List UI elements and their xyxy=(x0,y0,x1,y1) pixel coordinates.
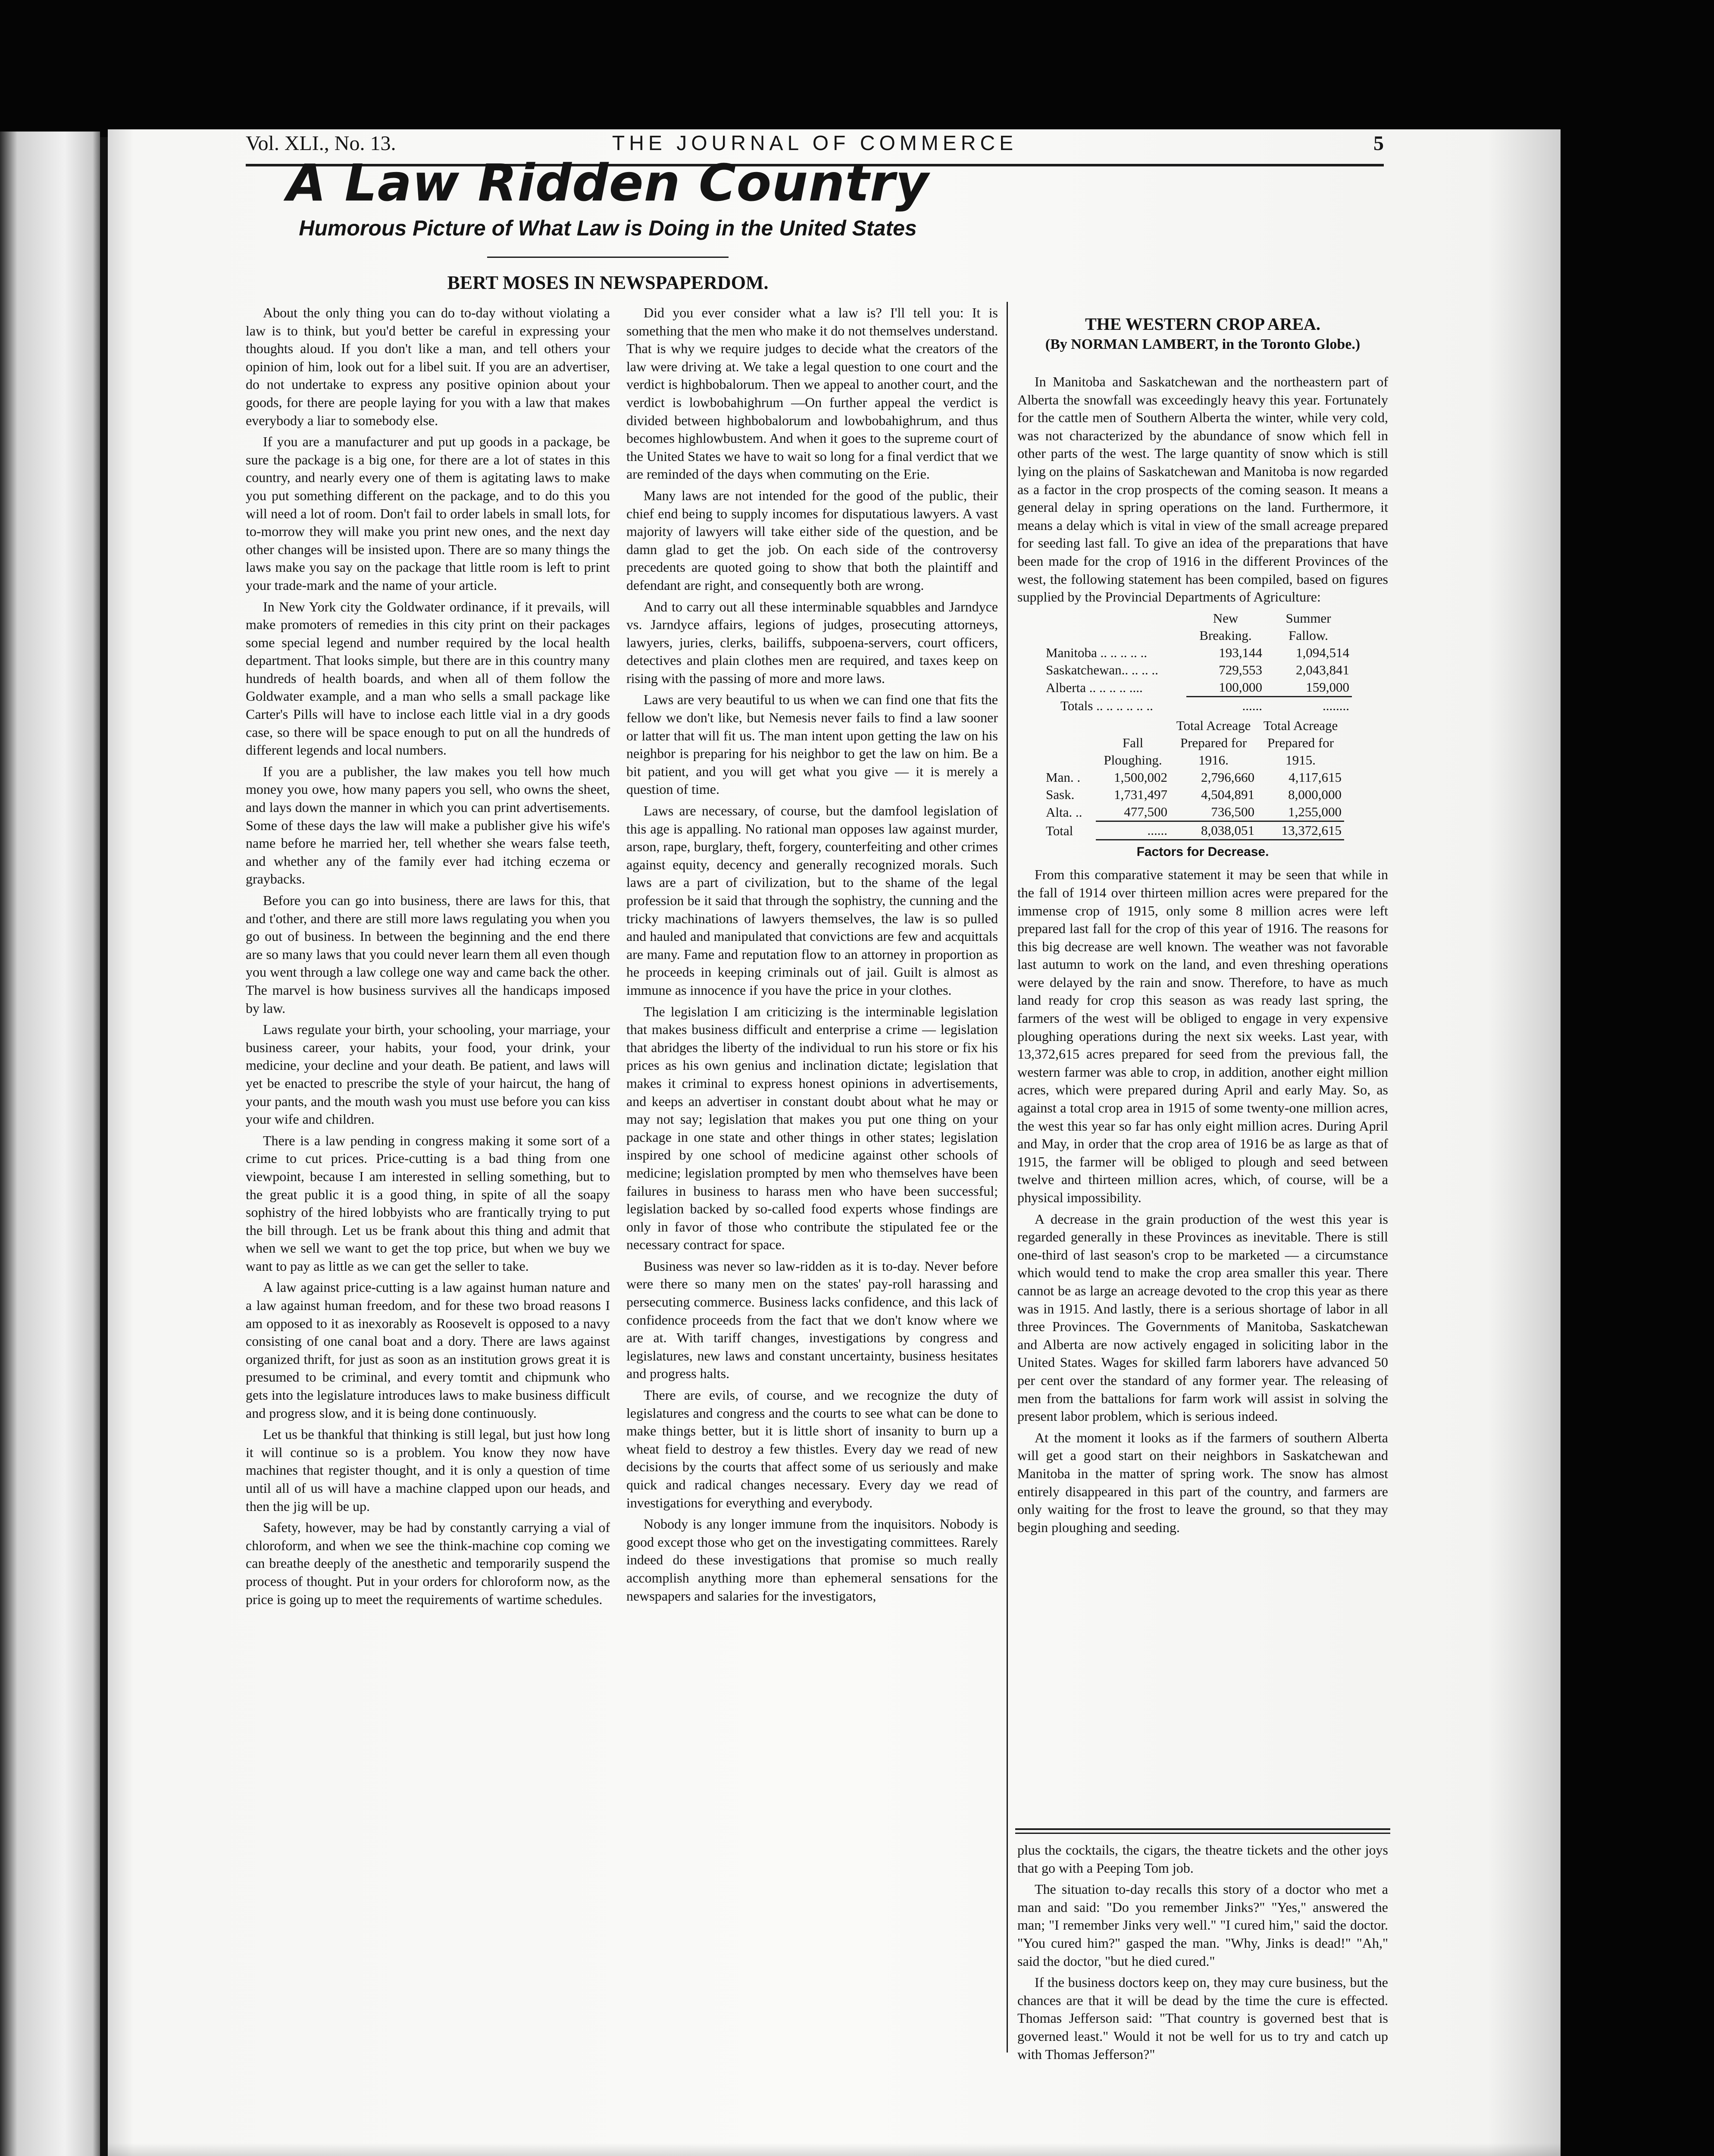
table-row: Sask. 1,731,497 4,504,891 8,000,000 xyxy=(1046,787,1342,802)
table-row: Alta. .. 477,500 736,500 1,255,000 xyxy=(1043,803,1344,821)
article-column-2 xyxy=(626,304,998,1608)
table-row: Man. . 1,500,002 2,796,660 4,117,615 xyxy=(1046,769,1342,785)
article-byline: BERT MOSES IN NEWSPAPERDOM. xyxy=(447,272,769,293)
table-row: Alberta .. .. .. .. .... 100,000 159,000 xyxy=(1043,679,1352,697)
table-row: Manitoba .. .. .. .. .. 193,144 1,094,514 xyxy=(1046,645,1349,660)
paragraph: Before you can go into business, there are laws for this, that and t'other, and there are still more laws regulating you when you go out of business. In between the beginning and the end there are so many laws that you could never learn them all even though you went through a law college one way and came back the other. The marvel is how business survives all the handicaps imposed by law. xyxy=(246,893,610,1016)
column-divider xyxy=(1007,302,1008,2053)
table-header: Fall Ploughing. xyxy=(1104,735,1162,768)
sidebar-byline: (By NORMAN LAMBERT, in the Toronto Globe.) xyxy=(1045,336,1361,352)
table-row: Saskatchewan.. .. .. .. 729,553 2,043,841 xyxy=(1046,662,1349,677)
sidebar-bottom-rule xyxy=(1015,1833,1390,1834)
table-caption: Factors for Decrease. xyxy=(1136,844,1269,859)
paragraph: Let us be thankful that thinking is still legal, but just how long it will continue so is a problem. You know they now have machines that register thought, and it is only a question of time until all of us will have a machine clapped upon our heads, and then the jig will be up. xyxy=(246,1426,610,1514)
acreage-table-1 xyxy=(1043,610,1352,714)
paragraph: plus the cocktails, the cigars, the theatre tickets and the other joys that go with a Peeping Tom job. xyxy=(1017,1842,1388,1876)
volume-number: Vol. XLI., No. 13. xyxy=(246,132,396,155)
sidebar-title: THE WESTERN CROP AREA. xyxy=(1085,314,1321,334)
paragraph: About the only thing you can do to-day without violating a law is to think, but you'd better be careful in expressing your thoughts aloud. If you don't like a man, and tell others your opinion of him, look out for a libel suit. If you are an advertiser, do not undertake to express any positive opinion about your goods, for there are people laying for you with a law that makes everybody a liar to somebody else. xyxy=(246,305,610,428)
article-continuation xyxy=(1017,1841,1388,2067)
table-header: New Breaking. xyxy=(1199,610,1252,643)
paragraph: There are evils, of course, and we recognize the duty of legislatures and congress and the courts to see what can be done to make things better, but it is little short of insanity to burn up a wheat field to destroy a few thistles. Every day we read of new decisions by the courts that affect some of us seriously and make quick and radical changes necessary. Every day we read of investigations for everything and everybody. xyxy=(626,1387,998,1510)
article-headline: A Law Ridden Country xyxy=(287,153,929,213)
paragraph: If the business doctors keep on, they may cure business, but the chances are that it will be dead by the time the cure is effected. Thomas Jefferson said: "That country is governed best that is governed least." Would it not be well for us to try and catch up with Thomas Jefferson?" xyxy=(1017,1974,1388,2062)
table-totals-row: Total ...... 8,038,051 13,372,615 xyxy=(1043,821,1344,840)
paragraph: Laws regulate your birth, your schooling, your marriage, your business career, your habits, your food, your drink, your medicine, your decline and your death. Be patient, and laws will yet be enacted to prescribe the style of your haircut, the hang of your pants, and the mouth wash you must use before you can kiss your wife and children. xyxy=(246,1022,610,1127)
table-header: Total Acreage Prepared for 1916. xyxy=(1176,718,1251,768)
table-header: Summer Fallow. xyxy=(1286,610,1331,643)
paragraph: A law against price-cutting is a law against human nature and a law against human freedom, and for these two broad reasons I am opposed to it as inexorably as Roosevelt is opposed to a navy consisting of one canal boat and a dory. There are laws against organized thrift, for just as soon as an institution grows great it is presumed to be criminal, and every tomtit and chipmunk who gets into the legislature introduces laws to make business difficult and progress slow, and it is being done continuously. xyxy=(246,1279,610,1421)
binding-gutter xyxy=(100,137,108,2156)
journal-title: THE JOURNAL OF COMMERCE xyxy=(612,132,1018,155)
paragraph: If you are a publisher, the law makes you tell how much money you owe, how many papers you sell, who owns the sheet, and lays down the manner in which you can print advertisements. Some of these days the law will make a publisher give his wife's name before he married her, tell whether she wears false teeth, and whether any of the family ever had itching eczema or graybacks. xyxy=(246,763,610,887)
paragraph: Did you ever consider what a law is? I'll tell you: It is something that the men who make it do not themselves understand. That is why we require judges to decide what the creators of the law were driving at. We take a legal question to one court and the verdict is highbobalorum. Then we appeal to another court, and the verdict is lowbobahighrum —On further appeal the verdict is divided between highbobalorum and lowbobahighrum, and thus becomes highlowbustem. And when it goes to the supreme court of the United States we have to wait so long for a final verdict that we are reminded of the days when commuting on the Erie. xyxy=(626,305,998,482)
paragraph: There is a law pending in congress making it some sort of a crime to cut prices. Price-cutting is a bad thing from one viewpoint, because I am interested in selling something, but to the great public it is a good thing, in spite of all the soapy sophistry of the hired lobbyists who are frantically trying to put the bill through. Let us be frank about this thing and admit that when we sell we want to get the top price, but when we buy we want to pay as little as we can get the seller to take. xyxy=(246,1132,610,1274)
paragraph: If you are a manufacturer and put up goods in a package, be sure the package is a big one, for there are a lot of states in this country, and nearly every one of them is agitating laws to make you put something different on the package, and to do this you will need a lot of room. Don't fail to order labels in small lots, for to-morrow they will make you print new ones, and the next day other changes will be insisted upon. There are so many things the laws make you say on the package that little room is left to print your trade-mark and the name of your article. xyxy=(246,434,610,593)
paragraph: From this comparative statement it may be seen that while in the fall of 1914 over thirteen million acres were prepared for the immense crop of 1915, only some 8 million acres were left prepared last fall for the crop of this year of 1916. The reasons for this big decrease are well known. The weather was not favorable last autumn to work on the land, and even threshing operations were delayed by the rain and snow. Therefore, to have as much land ready for crop this season as was ready last spring, the farmers of the west will be obliged to engage in very expensive ploughing operations during the next six weeks. Last year, with 13,372,615 acres prepared for seed from the previous fall, the western farmer was able to crop, in addition, another eight million acres, which were prepared during April and early May. So, as against a total crop area in 1915 of some twenty-one million acres, the west this year so far has only eight million acres. During April and May, in order that the crop area of 1916 be as large as that of 1915, the farmer will be obliged to plough and seed between twelve and thirteen million acres, which, of course, will be a physical impossibility. xyxy=(1017,867,1388,1205)
paragraph: And to carry out all these interminable squabbles and Jarndyce vs. Jarndyce affairs, legions of judges, prosecuting attorneys, lawyers, juries, clerks, bailiffs, subpoena-servers, court officers, detectives and plain clothes men are required, and taxes keep on rising with the passing of more and more laws. xyxy=(626,599,998,686)
sidebar-bottom-rule xyxy=(1015,1828,1390,1830)
paragraph: Many laws are not intended for the good of the public, their chief end being to supply incomes for disputatious lawyers. A vast majority of lawyers will take either side of the question, and be damn glad to get the job. On each side of the controversy precedents are quoted going to show that both the plaintiff and defendant are right, and consequently both are wrong. xyxy=(626,487,998,593)
table-totals-row: Totals .. .. .. .. .. .. ...... ........ xyxy=(1060,698,1349,713)
paragraph: Laws are necessary, of course, but the damfool legislation of this age is appalling. No rational man opposes law against murder, arson, rape, burglary, theft, forgery, counterfeiting and other crimes against equity, decency and generally recognized morals. Such laws are a part of civilization, but to the shame of the legal profession be it said that through the sophistry, the cunning and the tricky machinations of lawyers themselves, the law is so pulled and hauled and manipulated that convictions are few and acquittals are many. Fame and reputation flow to an attorney in proportion as he proceeds in keeping criminals out of jail. Guilt is almost as immune as innocence if you have the price in your clothes. xyxy=(626,803,998,998)
paragraph: A decrease in the grain production of the west this year is regarded generally in these Provinces as inevitable. There is still one-third of last season's crop to be marketed — a circumstance which would tend to make the crop area smaller this year. There cannot be as large an acreage devoted to the crop this year as there was in 1915. And lastly, there is a serious shortage of labor in all three Provinces. The Governments of Manitoba, Saskatchewan and Alberta are now actively engaged in soliciting labor in the United States. Wages for skilled farm laborers have advanced 50 per cent over the standard of any former year. The releasing of men from the battalions for farm work will assist in solving the present labor problem, which is serious indeed. xyxy=(1017,1211,1388,1424)
paragraph: The legislation I am criticizing is the interminable legislation that makes business difficult and enterprise a crime — legislation that abridges the liberty of the individual to run his store or fix his prices as his own genius and inclination dictate; legislation that makes it criminal to express honest opinions in advertisements, and keeps an advertiser in constant doubt about what he may or may not say; legislation that makes you put one thing on your package in one state and other things in other states; legislation inspired by one school of medicine against other schools of medicine; legislation prompted by men who themselves have been failures in business to harass men who have been successful; legislation backed by so-called food experts whose findings are only in favor of those who contribute the stipulated fee or the necessary contract for space. xyxy=(626,1003,998,1253)
article-column-1 xyxy=(246,304,610,1612)
table-header: Total Acreage Prepared for 1915. xyxy=(1263,718,1338,768)
page-number: 5 xyxy=(1373,132,1384,155)
article-subhead: Humorous Picture of What Law is Doing in the United States xyxy=(299,216,917,240)
paragraph: Safety, however, may be had by constantly carrying a vial of chloroform, and when we see the think-machine cop coming we can breathe deeply of the anesthetic and temporarily suspend the process of thought. Put in your orders for chloroform now, as the price is going up to meet the requirements of wartime schedules. xyxy=(246,1520,610,1607)
paragraph: At the moment it looks as if the farmers of southern Alberta will get a good start on their neighbors in Saskatchewan and Manitoba in the matter of spring work. The snow has almost entirely disappeared in this part of the country, and farmers are only waiting for the frost to leave the ground, so that they may begin ploughing and seeding. xyxy=(1017,1429,1388,1535)
paragraph: The situation to-day recalls this story of a doctor who met a man and said: "Do you remember Jinks?" "Yes," answered the man; "I remember Jinks very well." "I cured him," said the doctor. "You cured him?" gasped the man. "Why, Jinks is dead!" "Ah," said the doctor, "but he died cured." xyxy=(1017,1881,1388,1969)
paragraph: Nobody is any longer immune from the inquisitors. Nobody is good except those who get on the investigating committees. Rarely indeed do these investigations that promise so much really accomplish anything more than ephemeral sensations for the newspapers and salaries for the investigators, xyxy=(626,1516,998,1604)
paragraph: In New York city the Goldwater ordinance, if it prevails, will make promoters of remedies in this city print on their packages some special legend and number required by the local health department. That looks simple, but there are in this country many hundreds of health boards, and when all of them follow the Goldwater example, and a man who sells a small package like Carter's Pills will have to inclose each little vial in a dry goods case, so there will be space enough to put on all the hundreds of different legends and local numbers. xyxy=(246,599,610,758)
headline-rule xyxy=(487,257,729,258)
paragraph: Business was never so law-ridden as it is to-day. Never before were there so many men on the states' pay-roll harassing and persecuting commerce. Business lacks confidence, and this lack of confidence proceeds from the fact that we don't know where we are at. With tariff changes, investigations by congress and legislatures, new laws and constant uncertainty, business hesitates and progress halts. xyxy=(626,1258,998,1382)
sidebar-column xyxy=(1017,373,1388,1540)
adjacent-page-edge xyxy=(0,132,100,2156)
paragraph: In Manitoba and Saskatchewan and the northeastern part of Alberta the snowfall was exceedingly heavy this year. Fortunately for the cattle men of Southern Alberta the winter, while very cold, was not characterized by the abundance of snow which fell in other parts of the west. The large quantity of snow which is still lying on the plains of Saskatchewan and Manitoba is now regarded as a factor in the crop prospects of the coming season. It means a general delay in spring operations on the land. Furthermore, it means a delay which is vital in view of the small acreage prepared for seeding last fall. To give an idea of the preparations that have been made for the crop of 1916 in the different Provinces of the west, the following statement has been compiled, based on figures supplied by the Provincial Departments of Agriculture: xyxy=(1017,374,1388,605)
acreage-table-2 xyxy=(1043,717,1344,840)
paragraph: Laws are very beautiful to us when we can find one that fits the fellow we don't like, but Nemesis never fails to find a law sooner or latter that will fit us. The man intent upon getting the law on his neighbor is preparing for his neighbor to get the law on him. Be a bit patient, and you will get what you give — it is merely a question of time. xyxy=(626,692,998,797)
